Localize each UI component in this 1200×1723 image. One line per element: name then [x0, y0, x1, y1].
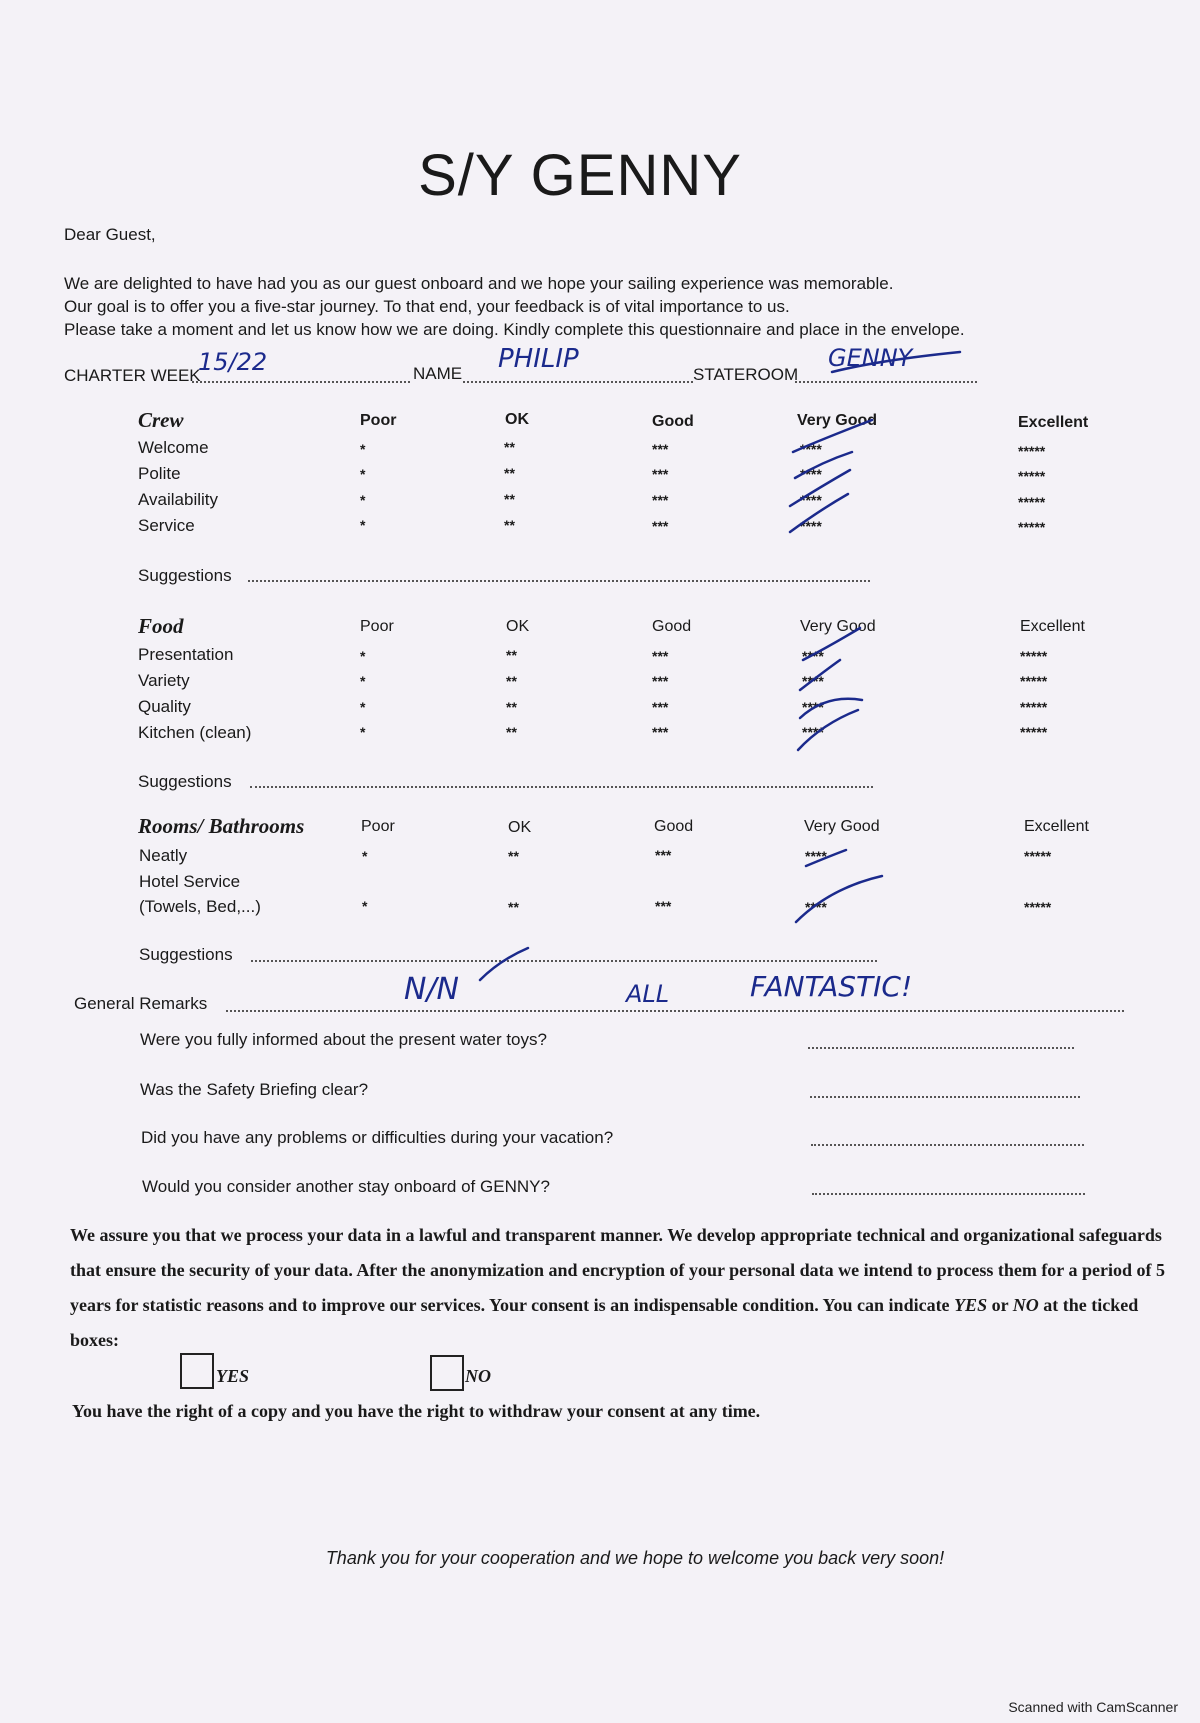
consent-no-word: NO: [1012, 1295, 1039, 1315]
star-ok[interactable]: **: [504, 465, 515, 481]
check-mark-icon: [800, 660, 840, 690]
rooms-suggestions-label: Suggestions: [139, 945, 233, 964]
rating-header-good: Good: [654, 818, 694, 835]
rating-header-ok: OK: [508, 819, 532, 836]
answer-line[interactable]: [810, 1096, 1080, 1098]
star-good[interactable]: ***: [652, 724, 669, 740]
star-very-good[interactable]: ****: [800, 441, 822, 457]
stateroom-underline-stroke: [832, 352, 960, 372]
check-mark-icon: [796, 876, 882, 922]
star-good[interactable]: ***: [652, 648, 669, 664]
star-poor[interactable]: *: [360, 648, 366, 664]
intro-line: Please take a moment and let us know how we are doing. Kindly complete this questionnaire and place in the envelope.: [64, 320, 965, 339]
rating-header-ok: OK: [505, 411, 529, 428]
section-title-crew: Crew: [138, 408, 184, 432]
check-mark-icon: [806, 850, 846, 866]
star-very-good[interactable]: ****: [802, 673, 824, 689]
crew-suggestions-label: Suggestions: [138, 566, 232, 585]
rating-header-ok: OK: [506, 618, 530, 635]
scanner-watermark: Scanned with CamScanner: [1008, 1699, 1178, 1715]
rating-header-poor: Poor: [360, 412, 397, 429]
star-good[interactable]: ***: [652, 673, 669, 689]
general-remarks-label: General Remarks: [74, 994, 208, 1013]
star-excellent[interactable]: *****: [1020, 648, 1048, 664]
star-ok[interactable]: **: [506, 699, 517, 715]
consent-no-checkbox[interactable]: [430, 1355, 464, 1391]
rating-header-excellent: Excellent: [1018, 414, 1089, 431]
data-consent-text: [70, 1218, 1190, 1358]
star-poor[interactable]: *: [360, 724, 366, 740]
star-excellent[interactable]: *****: [1018, 519, 1046, 535]
rating-header-very-good: Very Good: [800, 618, 876, 635]
rooms-item-neatly: Neatly: [139, 846, 188, 865]
rating-header-very-good: Very Good: [804, 818, 880, 835]
intro-line: We are delighted to have had you as our guest onboard and we hope your sailing experience was memorable.: [64, 274, 894, 293]
consent-tail: at the ticked boxes:: [70, 1295, 1139, 1350]
star-poor[interactable]: *: [360, 466, 366, 482]
consent-body: We assure you that we process your data in a lawful and transparent manner. We develop appropriate technical and organizational safeguards that ensure the security of your data. After the anonymization and encryption of your personal data we intend to process them for a period of 5 years for statistic reasons and to improve our services. Your consent is an indispensable condition. You can indicate: [70, 1225, 1165, 1315]
star-poor[interactable]: *: [360, 699, 366, 715]
star-ok[interactable]: **: [506, 724, 517, 740]
check-mark-icon: [803, 628, 860, 660]
stateroom-value[interactable]: GENNY: [828, 344, 913, 372]
star-ok[interactable]: **: [508, 899, 519, 915]
rating-header-excellent: Excellent: [1020, 618, 1085, 635]
rooms-item-towels: (Towels, Bed,...): [139, 897, 261, 916]
consent-yes-checkbox[interactable]: [180, 1353, 214, 1389]
form-title: S/Y GENNY: [418, 143, 742, 208]
star-ok[interactable]: **: [504, 491, 515, 507]
star-very-good[interactable]: ****: [805, 848, 827, 864]
star-excellent[interactable]: *****: [1024, 848, 1052, 864]
star-ok[interactable]: **: [504, 517, 515, 533]
rating-header-poor: Poor: [360, 618, 394, 635]
crew-item-polite: Polite: [138, 464, 181, 483]
star-poor[interactable]: *: [362, 848, 368, 864]
star-good[interactable]: ***: [652, 466, 669, 482]
star-very-good[interactable]: ****: [800, 518, 822, 534]
consent-no-label: NO: [465, 1366, 491, 1386]
answer-line[interactable]: [812, 1193, 1085, 1195]
answer-line[interactable]: [808, 1047, 1074, 1049]
star-excellent[interactable]: *****: [1020, 673, 1048, 689]
food-item-presentation: Presentation: [138, 645, 234, 664]
rating-header-excellent: Excellent: [1024, 818, 1089, 835]
crew-item-welcome: Welcome: [138, 438, 209, 457]
question-another-stay: Would you consider another stay onboard of GENNY?: [142, 1177, 550, 1196]
name-value[interactable]: PHILIP: [498, 344, 579, 374]
check-mark-icon: [798, 710, 858, 750]
charter-week-label: CHARTER WEEK: [64, 366, 201, 385]
consent-rights: You have the right of a copy and you have the right to withdraw your consent at any time.: [72, 1401, 761, 1421]
rating-header-poor: Poor: [361, 818, 395, 835]
rating-header-good: Good: [652, 413, 694, 430]
star-good[interactable]: ***: [652, 518, 669, 534]
consent-yes-word: YES: [954, 1295, 988, 1315]
rating-header-very-good: Very Good: [797, 412, 878, 429]
star-very-good[interactable]: ****: [802, 648, 824, 664]
star-good[interactable]: ***: [652, 492, 669, 508]
star-excellent[interactable]: *****: [1018, 494, 1046, 510]
stateroom-label: STATEROOM: [693, 365, 799, 384]
consent-or-word: or: [991, 1295, 1009, 1315]
crew-item-service: Service: [138, 516, 195, 535]
star-excellent[interactable]: *****: [1018, 443, 1046, 459]
remark-handwritten-3: FANTASTIC!: [750, 970, 913, 1003]
star-very-good[interactable]: ****: [800, 492, 822, 508]
thank-you-note: Thank you for your cooperation and we hope to welcome you back very soon!: [325, 1548, 945, 1568]
star-very-good[interactable]: ****: [805, 899, 827, 915]
remark-handwritten-2: ALL: [626, 980, 670, 1008]
star-good[interactable]: ***: [655, 898, 672, 914]
food-suggestions-label: Suggestions: [138, 772, 232, 791]
star-excellent[interactable]: *****: [1020, 724, 1048, 740]
star-good[interactable]: ***: [652, 699, 669, 715]
star-poor[interactable]: *: [360, 673, 366, 689]
food-item-quality: Quality: [138, 697, 191, 716]
section-title-food: Food: [138, 614, 184, 638]
salutation: Dear Guest,: [64, 225, 156, 244]
star-good[interactable]: ***: [655, 847, 672, 863]
star-very-good[interactable]: ****: [802, 699, 824, 715]
question-safety-briefing: Was the Safety Briefing clear?: [140, 1080, 369, 1099]
remark-handwritten-1: N/N: [404, 972, 459, 1007]
crew-item-availability: Availability: [138, 490, 219, 509]
star-excellent[interactable]: *****: [1018, 468, 1046, 484]
star-good[interactable]: ***: [652, 441, 669, 457]
section-title-rooms: Rooms/ Bathrooms: [138, 814, 305, 838]
question-problems: Did you have any problems or difficulties during your vacation?: [141, 1128, 614, 1147]
rating-header-good: Good: [652, 618, 692, 635]
star-poor[interactable]: *: [362, 898, 368, 914]
star-poor[interactable]: *: [360, 441, 366, 457]
star-very-good[interactable]: ****: [800, 466, 822, 482]
intro-line: Our goal is to offer you a five-star journey. To that end, your feedback is of vital importance to us.: [64, 297, 790, 316]
check-mark-icon: [793, 420, 872, 452]
food-item-kitchen: Kitchen (clean): [138, 723, 252, 742]
star-poor[interactable]: *: [360, 492, 366, 508]
charter-week-value[interactable]: 15/22: [198, 348, 268, 376]
star-excellent[interactable]: *****: [1020, 699, 1048, 715]
rooms-item-hotel-service: Hotel Service: [139, 872, 241, 891]
consent-yes-label: YES: [216, 1366, 250, 1386]
food-item-variety: Variety: [138, 671, 190, 690]
star-ok[interactable]: **: [508, 848, 519, 864]
check-mark-icon: [800, 699, 862, 718]
star-very-good[interactable]: ****: [802, 724, 824, 740]
answer-line[interactable]: [811, 1144, 1084, 1146]
question-water-toys: Were you fully informed about the present water toys?: [140, 1030, 547, 1049]
name-label: NAME: [413, 364, 463, 383]
star-ok[interactable]: **: [506, 647, 517, 663]
remarks-stroke: [480, 948, 528, 980]
star-poor[interactable]: *: [360, 517, 366, 533]
star-ok[interactable]: **: [506, 673, 517, 689]
star-excellent[interactable]: *****: [1024, 899, 1052, 915]
star-ok[interactable]: **: [504, 439, 515, 455]
general-remarks-line[interactable]: [226, 1010, 1124, 1012]
